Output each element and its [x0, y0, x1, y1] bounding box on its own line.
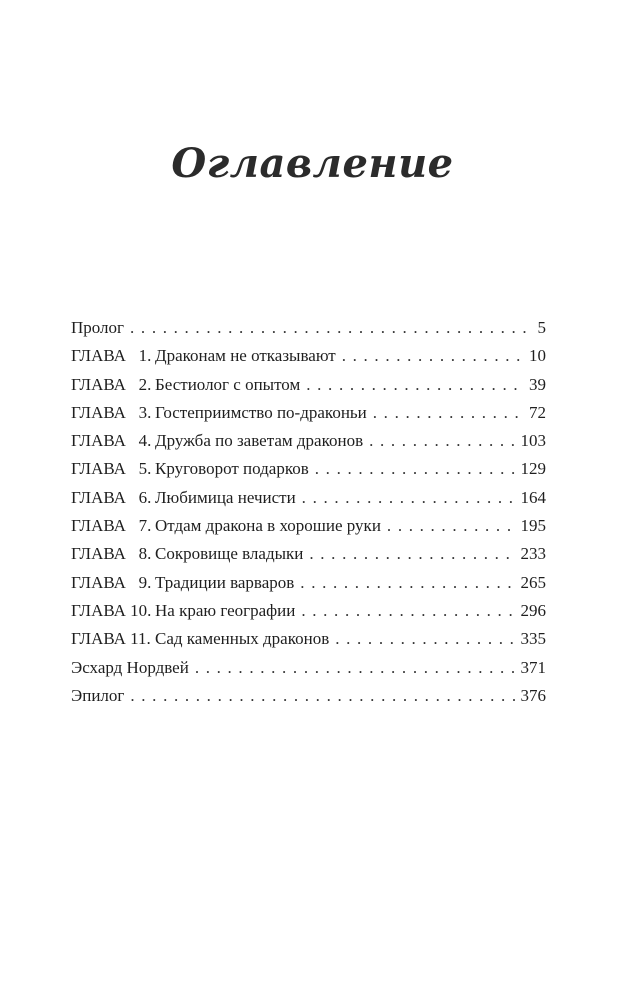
toc-entry-chapter-number: ГЛАВА 5. [71, 459, 152, 479]
toc-entry-page: 103 [520, 431, 546, 451]
toc-entry-chapter-5[interactable] [71, 455, 546, 483]
dot-leader [315, 455, 515, 483]
dot-leader [373, 399, 523, 427]
toc-entry-chapter-number: ГЛАВА 9. [71, 572, 152, 592]
toc-entry-chapter-number: ГЛАВА 10. [71, 600, 152, 620]
toc-entry-chapter-6[interactable] [71, 484, 546, 512]
dot-leader [335, 625, 514, 653]
dot-leader [306, 371, 523, 399]
toc-entry-page: 72 [529, 402, 546, 422]
toc-entry-chapter-4[interactable] [71, 427, 546, 455]
toc-entry-page: 129 [520, 459, 546, 479]
toc-entry-label: На краю географии [155, 600, 296, 620]
toc-entry-page: 39 [529, 374, 546, 394]
toc-entry-prologue[interactable] [71, 314, 546, 342]
toc-entry-page: 265 [520, 572, 546, 592]
dot-leader [130, 314, 531, 342]
toc-entry-label: Отдам дракона в хорошие руки [155, 516, 381, 536]
dot-leader [301, 597, 514, 625]
toc-entry-chapter-9[interactable] [71, 569, 546, 597]
toc-entry-label: Драконам не отказывают [155, 346, 336, 366]
toc-entry-chapter-number: ГЛАВА 8. [71, 544, 152, 564]
toc-entry-chapter-11[interactable] [71, 625, 546, 653]
dot-leader [300, 569, 514, 597]
toc-entry-label: Дружба по заветам драконов [155, 431, 364, 451]
toc-entry-chapter-number: ГЛАВА 4. [71, 431, 152, 451]
toc-entry-chapter-number: ГЛАВА 7. [71, 516, 152, 536]
dot-leader [387, 512, 515, 540]
toc-entry-label: Эпилог [71, 685, 125, 705]
toc-entry-label: Бестиолог с опытом [155, 374, 301, 394]
dot-leader [342, 342, 523, 370]
dot-leader [302, 484, 515, 512]
toc-entry-page: 5 [537, 318, 546, 337]
toc-entry-label: Пролог [71, 318, 125, 337]
toc-entry-page: 233 [520, 544, 546, 564]
toc-entry-page: 195 [520, 516, 546, 536]
toc-entry-eskhard-nordvey[interactable] [71, 654, 546, 682]
table-of-contents [71, 314, 546, 710]
toc-entry-chapter-8[interactable] [71, 540, 546, 568]
toc-entry-label: Гостеприимство по-драконьи [155, 402, 367, 422]
toc-entry-label: Любимица нечисти [155, 487, 296, 507]
toc-entry-label: Сокровище владыки [155, 544, 304, 564]
toc-entry-chapter-1[interactable] [71, 342, 546, 370]
toc-entry-chapter-7[interactable] [71, 512, 546, 540]
dot-leader [195, 654, 515, 682]
toc-entry-label: Круговорот подарков [155, 459, 309, 479]
dot-leader [309, 540, 514, 568]
toc-entry-page: 335 [520, 629, 546, 649]
toc-entry-label: Эсхард Нордвей [71, 657, 189, 677]
toc-entry-chapter-number: ГЛАВА 6. [71, 487, 152, 507]
toc-entry-chapter-10[interactable] [71, 597, 546, 625]
toc-entry-page: 376 [520, 685, 546, 705]
toc-entry-page: 10 [529, 346, 546, 366]
toc-entry-page: 371 [520, 657, 546, 677]
toc-entry-chapter-2[interactable] [71, 371, 546, 399]
toc-entry-chapter-3[interactable] [71, 399, 546, 427]
toc-entry-label: Традиции варваров [155, 572, 295, 592]
dot-leader [369, 427, 514, 455]
dot-leader [130, 682, 514, 710]
toc-entry-chapter-number: ГЛАВА 1. [71, 346, 152, 366]
toc-entry-chapter-number: ГЛАВА 3. [71, 402, 152, 422]
toc-entry-page: 296 [520, 600, 546, 620]
page-title: Оглавление [171, 140, 454, 187]
toc-entry-chapter-number: ГЛАВА 11. [71, 629, 151, 649]
toc-entry-chapter-number: ГЛАВА 2. [71, 374, 152, 394]
toc-entry-page: 164 [520, 487, 546, 507]
toc-entry-label: Сад каменных драконов [155, 629, 330, 649]
toc-entry-epilogue[interactable] [71, 682, 546, 710]
